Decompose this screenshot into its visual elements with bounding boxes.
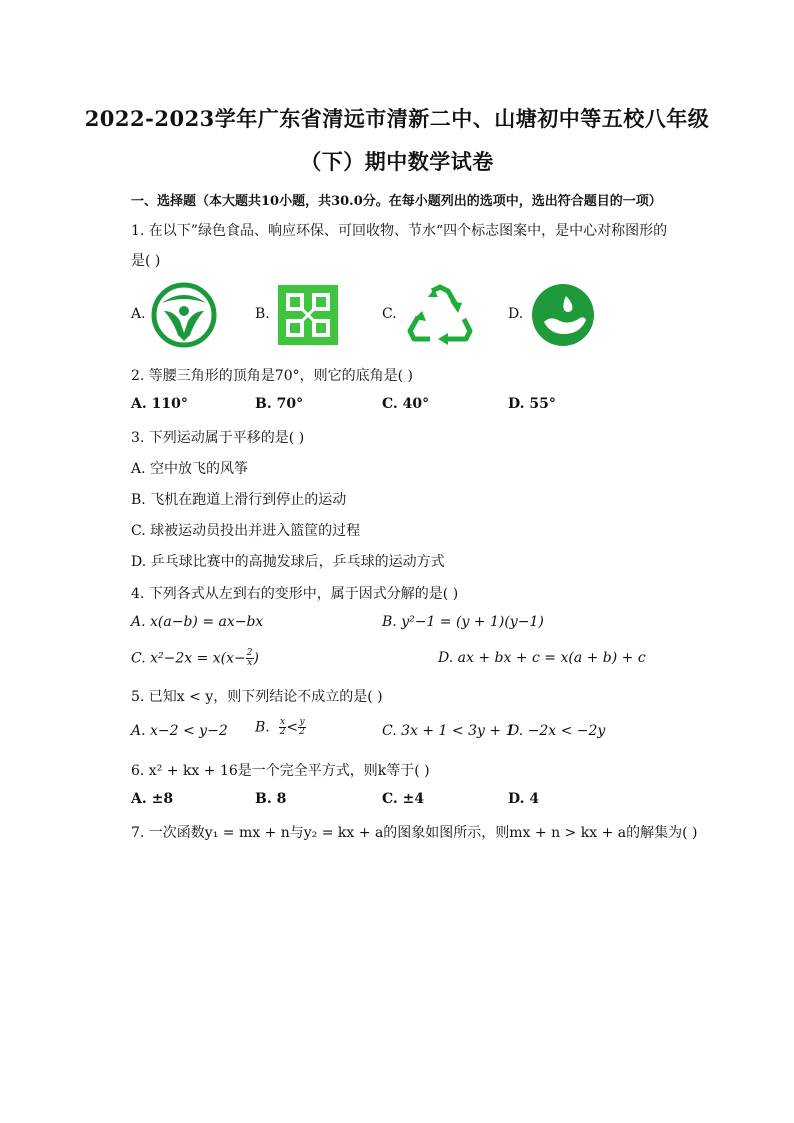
q2-option-a: A. 110° bbox=[131, 396, 188, 412]
water-saving-logo-icon bbox=[530, 282, 596, 348]
q1-option-b-label: B. bbox=[255, 306, 270, 322]
q3-stem: 3. 下列运动属于平移的是( ) bbox=[131, 430, 305, 446]
q2-option-b: B. 70° bbox=[255, 396, 304, 412]
q7-stem: 7. 一次函数y₁ = mx + n与y₂ = kx + a的图象如图所示，则mx + n > kx + a的解集为( ) bbox=[131, 825, 698, 841]
q5-option-b-label: B. bbox=[255, 719, 270, 736]
q4-option-b: B. y²−1 = (y + 1)(y−1) bbox=[382, 614, 544, 630]
exam-title-line1: 2022-2023学年广东省清远市清新二中、山塘初中等五校八年级 bbox=[84, 106, 710, 131]
q5-option-a: A. x−2 < y−2 bbox=[131, 723, 228, 739]
recycle-logo-icon bbox=[404, 283, 476, 347]
q4-stem: 4. 下列各式从左到右的变形中，属于因式分解的是( ) bbox=[131, 586, 459, 602]
q2-stem: 2. 等腰三角形的顶角是70°，则它的底角是( ) bbox=[131, 368, 413, 384]
q6-option-b: B. 8 bbox=[255, 791, 287, 807]
q5-option-d: D. −2x < −2y bbox=[508, 723, 606, 739]
q2-option-c: C. 40° bbox=[382, 396, 430, 412]
q3-option-c: C. 球被运动员投出并进入篮筐的过程 bbox=[131, 523, 361, 539]
q3-option-a: A. 空中放飞的风筝 bbox=[131, 461, 249, 477]
fraction-y-over-2: $\frac{y}{2}$ bbox=[299, 717, 305, 737]
q1-stem-line2: 是( ) bbox=[131, 253, 161, 269]
q4-option-d: D. ax + bx + c = x(a + b) + c bbox=[438, 650, 646, 666]
green-food-logo-icon bbox=[150, 281, 218, 349]
q6-stem: 6. x² + kx + 16是一个完全平方式，则k等于( ) bbox=[131, 763, 430, 779]
q4-option-c: C. x²−2x = x(x− $\frac{2}{x}$ ) bbox=[131, 648, 259, 668]
q3-option-d: D. 乒乓球比赛中的高抛发球后，乒乓球的运动方式 bbox=[131, 554, 445, 570]
q1-option-a-label: A. bbox=[131, 306, 146, 322]
exam-title-line2: （下）期中数学试卷 bbox=[300, 149, 494, 174]
q1-option-d-label: D. bbox=[508, 306, 524, 322]
q5-stem: 5. 已知x < y，则下列结论不成立的是( ) bbox=[131, 689, 383, 705]
q1-option-c-label: C. bbox=[382, 306, 397, 322]
q5-option-c: C. 3x + 1 < 3y + 1 bbox=[382, 723, 515, 739]
q6-option-a: A. ±8 bbox=[131, 791, 174, 807]
environmental-logo-icon bbox=[276, 283, 340, 347]
q4-option-a: A. x(a−b) = ax−bx bbox=[131, 614, 264, 630]
q6-option-c: C. ±4 bbox=[382, 791, 425, 807]
q5-option-b: B. $\frac{x}{2}$ < $\frac{y}{2}$ bbox=[255, 717, 305, 737]
section-heading: 一、选择题（本大题共10小题，共30.0分。在每小题列出的选项中，选出符合题目的一项） bbox=[131, 194, 662, 209]
q6-option-d: D. 4 bbox=[508, 791, 540, 807]
fraction-x-over-2: $\frac{x}{2}$ bbox=[279, 717, 286, 737]
fraction-2-over-x: $\frac{2}{x}$ bbox=[246, 648, 253, 668]
q4-option-c-text: C. x²−2x = x(x− bbox=[131, 650, 246, 667]
q2-option-d: D. 55° bbox=[508, 396, 556, 412]
q3-option-b: B. 飞机在跑道上滑行到停止的运动 bbox=[131, 492, 347, 508]
q1-stem-line1: 1. 在以下”绿色食品、响应环保、可回收物、节水“四个标志图案中，是中心对称图形的 bbox=[131, 223, 668, 239]
